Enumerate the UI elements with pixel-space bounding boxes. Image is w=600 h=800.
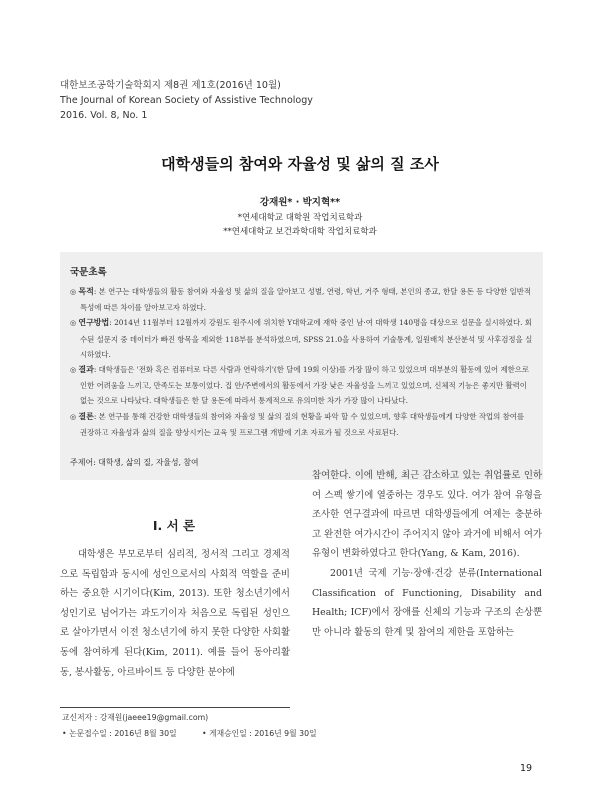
abstract-conclusion	[70, 409, 533, 440]
bullet-icon: ◎	[70, 412, 79, 421]
bullet-icon: ◎	[70, 288, 79, 296]
intro-left-column: 대학생은 부모로부터 심리적, 정서적 그리고 경제적으로 독립함과 동시에 성인으로서의 사회적 역할을 준비하는 중요한 시기이다(Kim, 2013). 또한 청소년기에서 성인기로 넘어가는 과도기이자 처음으로 독립된 성인으로 살아가면서 이전 청소년기에 하지 못한 다양한 사회활동에 참여하게 된다(Kim, 2011). 예를 들어 동아리활동, 봉사활동, 아르바이트 등 다양한 분야에	[60, 549, 290, 678]
paper-title: 대학생들의 참여와 자율성 및 삶의 질 조사	[161, 155, 439, 173]
abstract-results	[70, 362, 533, 409]
bullet-icon: ◎	[70, 366, 79, 375]
intro-right-column	[312, 466, 542, 642]
intro-paragraph-2: 2001년 국제 기능·장애·건강 분류(International Classification of Functioning, Disability and Health; ICF)에서 장애를 신체의 기능과 구조의 손상뿐만 아니라 활동의 한계 및 참여의 제한을 포함하는	[312, 567, 542, 638]
accepted-date: • 게재승인일 : 2016년 9월 30일	[202, 729, 317, 738]
abstract-methods-label: 연구방법	[78, 318, 110, 328]
keywords-line	[70, 457, 199, 468]
author-list: 강재원* · 박지혁**	[259, 197, 341, 208]
abstract-box	[60, 252, 543, 480]
abstract-results-label: 결과	[78, 365, 94, 375]
journal-name-korean: 대한보조공학기술학회지 제8권 제1호(2016년 10월)	[60, 80, 281, 91]
abstract-methods-text: : 2014년 11월부터 12월까지 강원도 원주시에 위치한 Y대학교에 재학 중인 남·여 대학생 140명을 대상으로 설문을 실시하였다. 회수된 설문지 중 데이터가 빠진 항목을 제외한 118부를 분석하였으며, SPSS 21.0을 사용하여 기술통계, 일원배치 분산분석 및 사후검정을 실시하였다.	[80, 318, 533, 359]
abstract-conclusion-label: 결론	[78, 411, 94, 421]
abstract-purpose-label: 목적	[78, 287, 94, 296]
affiliation-1: *연세대학교 대학원 작업치료학과	[237, 213, 363, 223]
footnote-divider	[60, 707, 290, 708]
intro-paragraph-1: 참여한다. 이에 반해, 최근 감소하고 있는 취업률로 인하여 스펙 쌓기에 열중하는 경우도 있다. 여가 참여 유형을 조사한 연구결과에 따르면 대학생들에게 여제는 충분하고 완전한 여가시간이 주어지지 않아 과거에 비해서 여가 유형이 변화하였다고 한다(Yang, & Kam, 2016).	[312, 470, 542, 560]
abstract-purpose-text: : 본 연구는 대학생들의 활동 참여와 자율성 및 삶의 질을 알아보고 성별, 연령, 학년, 거주 형태, 본인의 종교, 한달 용돈 등 다양한 일반적 특성에 따른 차이를 알아보고자 하였다.	[80, 287, 531, 313]
page-number: 19	[520, 763, 533, 774]
bullet-icon: ◎	[70, 319, 79, 328]
keywords-label: 주제어	[70, 458, 94, 467]
abstract-results-text: : 대학생들은 '전화 혹은 컴퓨터로 다른 사람과 연락하기'(한 달에 19회 이상)를 가장 많이 하고 있었으며 대부분의 활동에 있어 제한으로 인한 어려움을 느끼고, 만족도는 보통이었다. 집 안/주변에서의 활동에서 가장 낮은 자율성을 느끼고 있었으며, 신체적 기능은 좋지만 활력이 없는 것으로 나타났다. 대학생들은 한 달 용돈에 따라서 통계적으로 유의미한 차가 가장 많이 나타났다.	[80, 365, 530, 406]
corresponding-author: 교신저자 : 강재원(jaeee19@gmail.com)	[62, 713, 209, 722]
section-heading: I. 서 론	[152, 518, 196, 533]
journal-volume: 2016. Vol. 8, No. 1	[60, 110, 148, 121]
abstract-heading: 국문초록	[70, 267, 107, 278]
keywords-text: : 대학생, 삶의 질, 자율성, 참여	[93, 458, 199, 467]
abstract-conclusion-text: : 본 연구를 통해 건강한 대학생들의 참여와 자율성 및 삶의 질의 현황을 파악 할 수 있었으며, 향후 대학생들에게 다양한 작업의 참여를 권장하고 자율성과 삶의 질을 향상시키는 교육 및 프로그램 개발에 기초 자료가 될 것으로 사료된다.	[80, 411, 525, 437]
received-date: • 논문접수일 : 2016년 8월 30일	[62, 729, 177, 738]
affiliation-2: **연세대학교 보건과학대학 작업치료학과	[223, 227, 377, 237]
abstract-methods	[70, 315, 533, 362]
journal-name-english: The Journal of Korean Society of Assistive Technology	[60, 95, 313, 106]
journal-header	[60, 78, 313, 123]
abstract-purpose	[70, 284, 533, 315]
